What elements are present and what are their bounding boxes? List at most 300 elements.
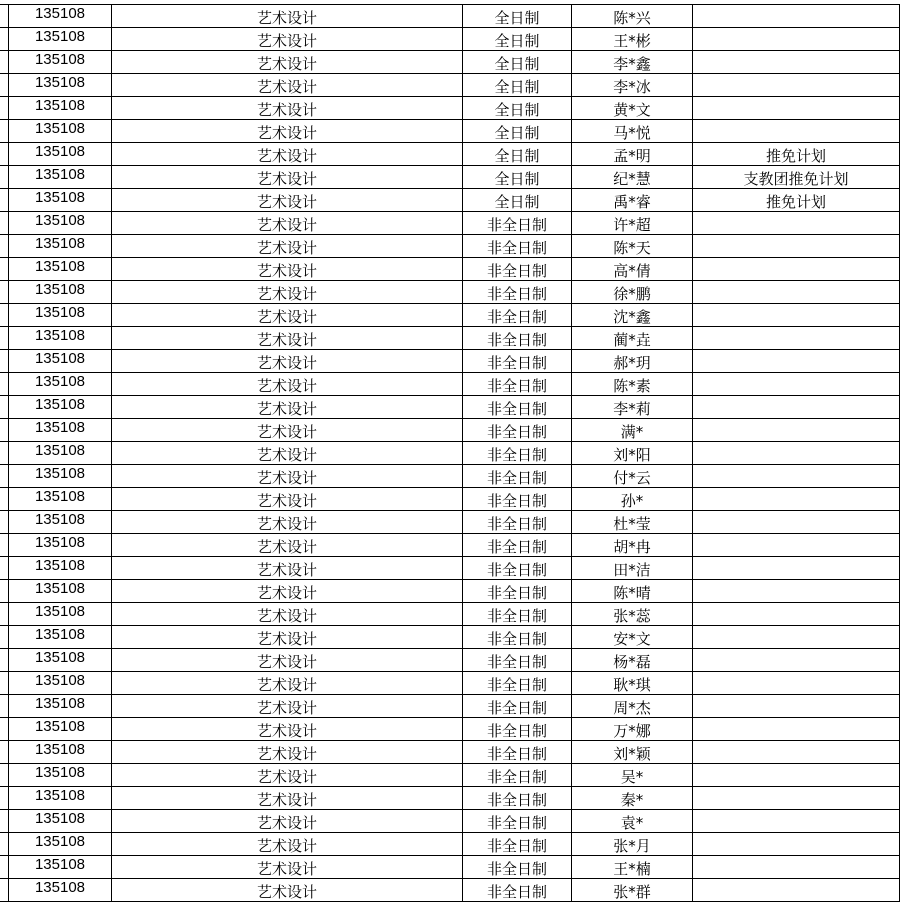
study-mode-cell (463, 810, 572, 833)
row-stub-cell (0, 442, 9, 465)
student-name-cell (572, 258, 693, 281)
table-row (0, 350, 900, 373)
major-name-cell (112, 488, 463, 511)
major-code-cell (9, 51, 112, 74)
study-mode-cell (463, 97, 572, 120)
row-stub-cell (0, 741, 9, 764)
table-row (0, 304, 900, 327)
study-mode-cell (463, 350, 572, 373)
major-name-cell-text: 艺术设计 (256, 353, 317, 372)
major-name-cell-text: 艺术设计 (256, 261, 317, 280)
major-name-cell (112, 373, 463, 396)
table-row (0, 695, 900, 718)
student-name-cell-text: 陈*素 (613, 376, 651, 395)
table-row (0, 672, 900, 695)
major-name-cell-text: 艺术设计 (256, 399, 317, 418)
student-name-cell-text: 张*群 (613, 882, 651, 901)
study-mode-cell (463, 603, 572, 626)
major-code-cell-text: 135108 (34, 326, 86, 344)
student-name-cell (572, 51, 693, 74)
major-name-cell-text: 艺术设计 (256, 468, 317, 487)
table-row (0, 281, 900, 304)
major-name-cell (112, 258, 463, 281)
student-name-cell (572, 488, 693, 511)
remark-cell (693, 488, 900, 511)
remark-cell (693, 718, 900, 741)
study-mode-cell (463, 833, 572, 856)
table-row (0, 74, 900, 97)
table-row (0, 603, 900, 626)
student-name-cell (572, 833, 693, 856)
major-code-cell (9, 373, 112, 396)
study-mode-cell (463, 235, 572, 258)
study-mode-cell-text: 全日制 (494, 100, 540, 119)
major-name-cell (112, 879, 463, 902)
major-code-cell (9, 603, 112, 626)
student-name-cell-text: 王*楠 (613, 859, 651, 878)
remark-cell (693, 649, 900, 672)
major-name-cell-text: 艺术设计 (256, 238, 317, 257)
table-row (0, 649, 900, 672)
study-mode-cell-text: 非全日制 (486, 445, 547, 464)
remark-cell (693, 212, 900, 235)
row-stub-cell (0, 764, 9, 787)
remark-cell (693, 97, 900, 120)
table-row (0, 327, 900, 350)
table-row (0, 212, 900, 235)
study-mode-cell (463, 258, 572, 281)
student-name-cell (572, 97, 693, 120)
row-stub-cell (0, 695, 9, 718)
remark-cell (693, 856, 900, 879)
table-row (0, 557, 900, 580)
remark-cell (693, 603, 900, 626)
student-name-cell (572, 235, 693, 258)
major-code-cell-text: 135108 (34, 602, 86, 620)
major-code-cell-text: 135108 (34, 50, 86, 68)
remark-cell-text: 推免计划 (765, 146, 826, 165)
major-name-cell-text: 艺术设计 (256, 445, 317, 464)
admission-roster-table (0, 4, 900, 902)
major-name-cell-text: 艺术设计 (256, 123, 317, 142)
student-name-cell-text: 安*文 (613, 629, 651, 648)
major-name-cell-text: 艺术设计 (256, 583, 317, 602)
study-mode-cell (463, 442, 572, 465)
remark-cell (693, 511, 900, 534)
study-mode-cell (463, 189, 572, 212)
row-stub-cell (0, 419, 9, 442)
major-name-cell-text: 艺术设计 (256, 698, 317, 717)
table-row (0, 879, 900, 902)
major-code-cell-text: 135108 (34, 188, 86, 206)
student-name-cell (572, 534, 693, 557)
study-mode-cell (463, 5, 572, 28)
student-name-cell-text: 王*彬 (613, 31, 651, 50)
table-row (0, 626, 900, 649)
row-stub-cell (0, 672, 9, 695)
study-mode-cell (463, 764, 572, 787)
major-code-cell-text: 135108 (34, 96, 86, 114)
row-stub-cell (0, 718, 9, 741)
major-name-cell (112, 304, 463, 327)
major-code-cell (9, 626, 112, 649)
student-name-cell-text: 李*冰 (613, 77, 651, 96)
student-name-cell-text: 杜*莹 (613, 514, 651, 533)
student-name-cell-text: 刘*阳 (613, 445, 651, 464)
major-code-cell-text: 135108 (34, 257, 86, 275)
study-mode-cell-text: 非全日制 (486, 468, 547, 487)
major-name-cell (112, 626, 463, 649)
row-stub-cell (0, 879, 9, 902)
remark-cell (693, 626, 900, 649)
major-name-cell (112, 810, 463, 833)
remark-cell (693, 5, 900, 28)
student-name-cell-text: 耿*琪 (613, 675, 651, 694)
row-stub-cell (0, 465, 9, 488)
study-mode-cell-text: 非全日制 (486, 813, 547, 832)
study-mode-cell-text: 全日制 (494, 123, 540, 142)
major-name-cell (112, 235, 463, 258)
major-name-cell (112, 672, 463, 695)
study-mode-cell-text: 非全日制 (486, 790, 547, 809)
major-code-cell-text: 135108 (34, 234, 86, 252)
major-code-cell (9, 235, 112, 258)
study-mode-cell (463, 672, 572, 695)
study-mode-cell-text: 非全日制 (486, 767, 547, 786)
study-mode-cell (463, 534, 572, 557)
remark-cell (693, 350, 900, 373)
student-name-cell-text: 田*洁 (613, 560, 651, 579)
major-name-cell (112, 557, 463, 580)
major-code-cell-text: 135108 (34, 533, 86, 551)
student-name-cell (572, 212, 693, 235)
row-stub-cell (0, 74, 9, 97)
student-name-cell-text: 孙* (620, 491, 644, 510)
major-name-cell-text: 艺术设计 (256, 813, 317, 832)
student-name-cell (572, 373, 693, 396)
student-name-cell (572, 327, 693, 350)
major-name-cell (112, 695, 463, 718)
major-code-cell (9, 258, 112, 281)
major-name-cell (112, 419, 463, 442)
major-code-cell (9, 787, 112, 810)
major-code-cell-text: 135108 (34, 671, 86, 689)
major-code-cell-text: 135108 (34, 855, 86, 873)
student-name-cell-text: 黄*文 (613, 100, 651, 119)
remark-cell (693, 235, 900, 258)
major-code-cell (9, 879, 112, 902)
major-code-cell-text: 135108 (34, 165, 86, 183)
study-mode-cell (463, 74, 572, 97)
student-name-cell-text: 徐*鹏 (613, 284, 651, 303)
major-name-cell-text: 艺术设计 (256, 537, 317, 556)
remark-cell (693, 672, 900, 695)
major-code-cell-text: 135108 (34, 625, 86, 643)
table-row (0, 511, 900, 534)
table-row (0, 833, 900, 856)
row-stub-cell (0, 810, 9, 833)
study-mode-cell-text: 非全日制 (486, 537, 547, 556)
major-code-cell (9, 488, 112, 511)
student-name-cell-text: 沈*鑫 (613, 307, 651, 326)
major-code-cell-text: 135108 (34, 878, 86, 896)
major-name-cell (112, 534, 463, 557)
major-code-cell-text: 135108 (34, 786, 86, 804)
study-mode-cell-text: 非全日制 (486, 859, 547, 878)
study-mode-cell-text: 全日制 (494, 192, 540, 211)
table-row (0, 718, 900, 741)
student-name-cell-text: 张*月 (613, 836, 651, 855)
major-code-cell-text: 135108 (34, 763, 86, 781)
remark-cell (693, 833, 900, 856)
major-name-cell (112, 212, 463, 235)
major-code-cell (9, 419, 112, 442)
student-name-cell (572, 787, 693, 810)
study-mode-cell (463, 626, 572, 649)
major-code-cell-text: 135108 (34, 441, 86, 459)
student-name-cell (572, 281, 693, 304)
major-code-cell (9, 442, 112, 465)
study-mode-cell (463, 741, 572, 764)
major-code-cell (9, 741, 112, 764)
study-mode-cell (463, 143, 572, 166)
study-mode-cell (463, 419, 572, 442)
study-mode-cell-text: 非全日制 (486, 583, 547, 602)
major-name-cell (112, 764, 463, 787)
row-stub-cell (0, 396, 9, 419)
study-mode-cell-text: 非全日制 (486, 675, 547, 694)
row-stub-cell (0, 212, 9, 235)
row-stub-cell (0, 97, 9, 120)
row-stub-cell (0, 120, 9, 143)
row-stub-cell (0, 51, 9, 74)
remark-cell (693, 787, 900, 810)
study-mode-cell (463, 557, 572, 580)
remark-cell (693, 373, 900, 396)
table-row (0, 97, 900, 120)
major-name-cell (112, 189, 463, 212)
major-code-cell-text: 135108 (34, 740, 86, 758)
table-row (0, 5, 900, 28)
row-stub-cell (0, 350, 9, 373)
study-mode-cell (463, 327, 572, 350)
study-mode-cell-text: 非全日制 (486, 399, 547, 418)
remark-cell (693, 419, 900, 442)
study-mode-cell (463, 212, 572, 235)
row-stub-cell (0, 189, 9, 212)
student-name-cell (572, 350, 693, 373)
table-row (0, 810, 900, 833)
table-row (0, 396, 900, 419)
student-name-cell-text: 郝*玥 (613, 353, 651, 372)
student-name-cell (572, 5, 693, 28)
major-code-cell (9, 166, 112, 189)
study-mode-cell (463, 465, 572, 488)
major-name-cell (112, 649, 463, 672)
major-name-cell (112, 396, 463, 419)
student-name-cell-text: 纪*慧 (613, 169, 651, 188)
major-code-cell (9, 649, 112, 672)
study-mode-cell (463, 718, 572, 741)
remark-cell (693, 166, 900, 189)
table-row (0, 120, 900, 143)
study-mode-cell-text: 非全日制 (486, 514, 547, 533)
remark-cell-text: 推免计划 (765, 192, 826, 211)
student-name-cell (572, 143, 693, 166)
major-code-cell (9, 120, 112, 143)
remark-cell (693, 74, 900, 97)
student-name-cell-text: 万*娜 (613, 721, 651, 740)
major-code-cell-text: 135108 (34, 73, 86, 91)
major-name-cell-text: 艺术设计 (256, 606, 317, 625)
table-row (0, 787, 900, 810)
major-name-cell (112, 350, 463, 373)
student-name-cell (572, 879, 693, 902)
major-code-cell (9, 350, 112, 373)
major-name-cell (112, 787, 463, 810)
student-name-cell-text: 陈*天 (613, 238, 651, 257)
study-mode-cell (463, 281, 572, 304)
study-mode-cell-text: 全日制 (494, 146, 540, 165)
study-mode-cell (463, 304, 572, 327)
study-mode-cell-text: 全日制 (494, 8, 540, 27)
major-name-cell-text: 艺术设计 (256, 767, 317, 786)
row-stub-cell (0, 580, 9, 603)
major-name-cell (112, 74, 463, 97)
major-code-cell-text: 135108 (34, 395, 86, 413)
table-row (0, 488, 900, 511)
student-name-cell-text: 秦* (620, 790, 644, 809)
major-name-cell-text: 艺术设计 (256, 744, 317, 763)
study-mode-cell-text: 非全日制 (486, 629, 547, 648)
remark-cell (693, 189, 900, 212)
study-mode-cell-text: 非全日制 (486, 560, 547, 579)
table-row (0, 465, 900, 488)
student-name-cell-text: 高*倩 (613, 261, 651, 280)
study-mode-cell-text: 非全日制 (486, 284, 547, 303)
remark-cell (693, 695, 900, 718)
major-name-cell-text: 艺术设计 (256, 675, 317, 694)
study-mode-cell-text: 非全日制 (486, 422, 547, 441)
student-name-cell (572, 626, 693, 649)
remark-cell (693, 28, 900, 51)
study-mode-cell-text: 全日制 (494, 77, 540, 96)
major-code-cell (9, 718, 112, 741)
study-mode-cell-text: 非全日制 (486, 353, 547, 372)
major-name-cell (112, 833, 463, 856)
major-code-cell-text: 135108 (34, 809, 86, 827)
major-name-cell (112, 465, 463, 488)
major-name-cell-text: 艺术设计 (256, 882, 317, 901)
row-stub-cell (0, 833, 9, 856)
major-code-cell (9, 764, 112, 787)
major-name-cell (112, 718, 463, 741)
study-mode-cell-text: 非全日制 (486, 698, 547, 717)
row-stub-cell (0, 511, 9, 534)
major-code-cell (9, 97, 112, 120)
major-code-cell (9, 672, 112, 695)
row-stub-cell (0, 603, 9, 626)
major-code-cell-text: 135108 (34, 372, 86, 390)
major-code-cell-text: 135108 (34, 648, 86, 666)
major-name-cell-text: 艺术设计 (256, 307, 317, 326)
major-name-cell (112, 856, 463, 879)
major-code-cell (9, 5, 112, 28)
row-stub-cell (0, 281, 9, 304)
row-stub-cell (0, 649, 9, 672)
student-name-cell-text: 杨*磊 (613, 652, 651, 671)
study-mode-cell (463, 649, 572, 672)
major-code-cell (9, 189, 112, 212)
student-name-cell (572, 580, 693, 603)
student-name-cell (572, 511, 693, 534)
major-code-cell-text: 135108 (34, 832, 86, 850)
student-name-cell-text: 刘*颖 (613, 744, 651, 763)
table-row (0, 856, 900, 879)
student-name-cell-text: 孟*明 (613, 146, 651, 165)
major-code-cell (9, 557, 112, 580)
row-stub-cell (0, 304, 9, 327)
row-stub-cell (0, 143, 9, 166)
roster-body (0, 5, 900, 902)
remark-cell (693, 442, 900, 465)
student-name-cell (572, 718, 693, 741)
row-stub-cell (0, 327, 9, 350)
major-code-cell-text: 135108 (34, 694, 86, 712)
study-mode-cell (463, 396, 572, 419)
major-name-cell-text: 艺术设计 (256, 100, 317, 119)
study-mode-cell (463, 120, 572, 143)
major-name-cell-text: 艺术设计 (256, 330, 317, 349)
major-name-cell-text: 艺术设计 (256, 560, 317, 579)
major-name-cell-text: 艺术设计 (256, 629, 317, 648)
table-row (0, 534, 900, 557)
major-name-cell-text: 艺术设计 (256, 514, 317, 533)
student-name-cell (572, 856, 693, 879)
major-name-cell (112, 51, 463, 74)
student-name-cell (572, 557, 693, 580)
row-stub-cell (0, 235, 9, 258)
table-row (0, 580, 900, 603)
student-name-cell (572, 465, 693, 488)
major-code-cell-text: 135108 (34, 211, 86, 229)
remark-cell (693, 879, 900, 902)
major-name-cell-text: 艺术设计 (256, 215, 317, 234)
student-name-cell (572, 741, 693, 764)
remark-cell (693, 557, 900, 580)
student-name-cell-text: 胡*冉 (613, 537, 651, 556)
student-name-cell-text: 禹*睿 (613, 192, 651, 211)
major-name-cell-text: 艺术设计 (256, 8, 317, 27)
major-code-cell (9, 856, 112, 879)
study-mode-cell (463, 28, 572, 51)
remark-cell (693, 51, 900, 74)
student-name-cell-text: 陈*晴 (613, 583, 651, 602)
major-code-cell (9, 327, 112, 350)
major-name-cell (112, 741, 463, 764)
major-code-cell (9, 695, 112, 718)
major-name-cell (112, 603, 463, 626)
major-code-cell-text: 135108 (34, 119, 86, 137)
remark-cell (693, 327, 900, 350)
study-mode-cell-text: 非全日制 (486, 261, 547, 280)
remark-cell (693, 534, 900, 557)
major-name-cell-text: 艺术设计 (256, 491, 317, 510)
study-mode-cell (463, 879, 572, 902)
student-name-cell-text: 李*莉 (613, 399, 651, 418)
major-code-cell-text: 135108 (34, 418, 86, 436)
study-mode-cell-text: 全日制 (494, 31, 540, 50)
